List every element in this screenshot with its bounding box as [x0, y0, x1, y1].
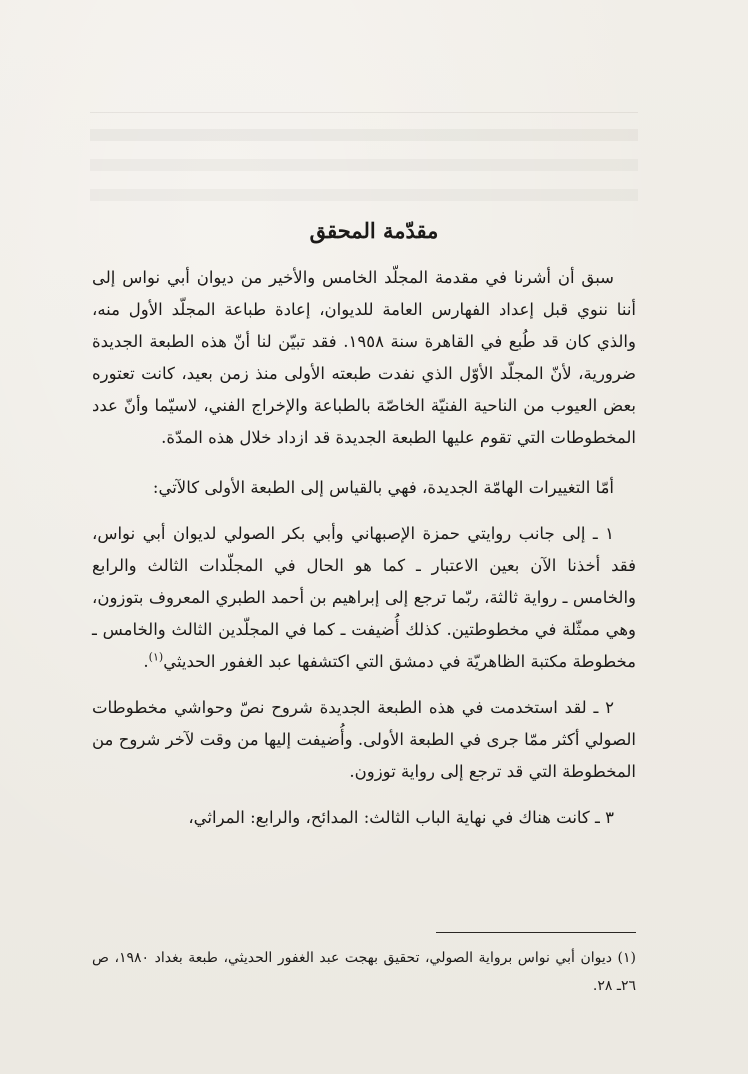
list-item-1 — [92, 518, 636, 678]
footnote: (١) ديوان أبي نواس برواية الصولي، تحقيق بهجت عبد الغفور الحديثي، طبعة بغداد ١٩٨٠، ص ٢٦ـ ٢٨. — [92, 950, 636, 994]
intro-paragraph: سبق أن أشرنا في مقدمة المجلّد الخامس والأخير من ديوان أبي نواس إلى أننا ننوي قبل إعداد الفهارس العامة للديوان، إعادة طباعة المجلّد الأول منه، والذي كان قد طُبع في القاهرة سنة ١٩٥٨. فقد تبيّن لنا أنّ هذه الطبعة الجديدة ضرورية، لأنّ المجلّد الأوّل الذي نفدت طبعته الأولى منذ زمن بعيد، كانت تعتوره بعض العيوب من الناحية الفنيّة الخاصّة بالطباعة والإخراج الفني، لاسيّما وأنّ عدد المخطوطات التي تقوم عليها الطبعة الجديدة قد ازداد خلال هذه المدّة. — [92, 268, 636, 447]
page-title: مقدّمة المحقق — [309, 218, 439, 243]
list-item-1-text: ١ ـ إلى جانب روايتي حمزة الإصبهاني وأبي بكر الصولي لديوان أبي نواس، فقد أخذنا الآن بعين الاعتبار ـ كما هو الحال في المجلّدات الثالث والرابع والخامس ـ رواية ثالثة، ربّما ترجع إلى إبراهيم بن أحمد الطبري المعروف بتوزون، وهي ممثّلة في مخطوطتين. كذلك أُضيفت ـ كما في المجلّدين الثالث والخامس ـ مخطوطة مكتبة الظاهريّة في دمشق التي اكتشفها عبد الغفور الحديثي — [92, 524, 636, 671]
footnote-reference[interactable]: (١) — [148, 650, 164, 664]
main-text — [92, 262, 636, 834]
changes-lead-paragraph: أمّا التغييرات الهامّة الجديدة، فهي بالقياس إلى الطبعة الأولى كالآتي: — [152, 478, 614, 497]
show-through-text — [90, 82, 638, 232]
list-item-1-end: . — [143, 652, 149, 671]
list-item-3: ٣ ـ كانت هناك في نهاية الباب الثالث: المدائح، والرابع: المراثي، — [188, 808, 614, 827]
list-item-2: ٢ ـ لقد استخدمت في هذه الطبعة الجديدة شروح نصّ وحواشي مخطوطات الصولي أكثر ممّا جرى في الطبعة الأولى. وأُضيفت إليها من وقت لآخر شروح من المخطوطة التي قد ترجع إلى رواية توزون. — [92, 698, 636, 781]
footnote-divider — [436, 932, 636, 933]
